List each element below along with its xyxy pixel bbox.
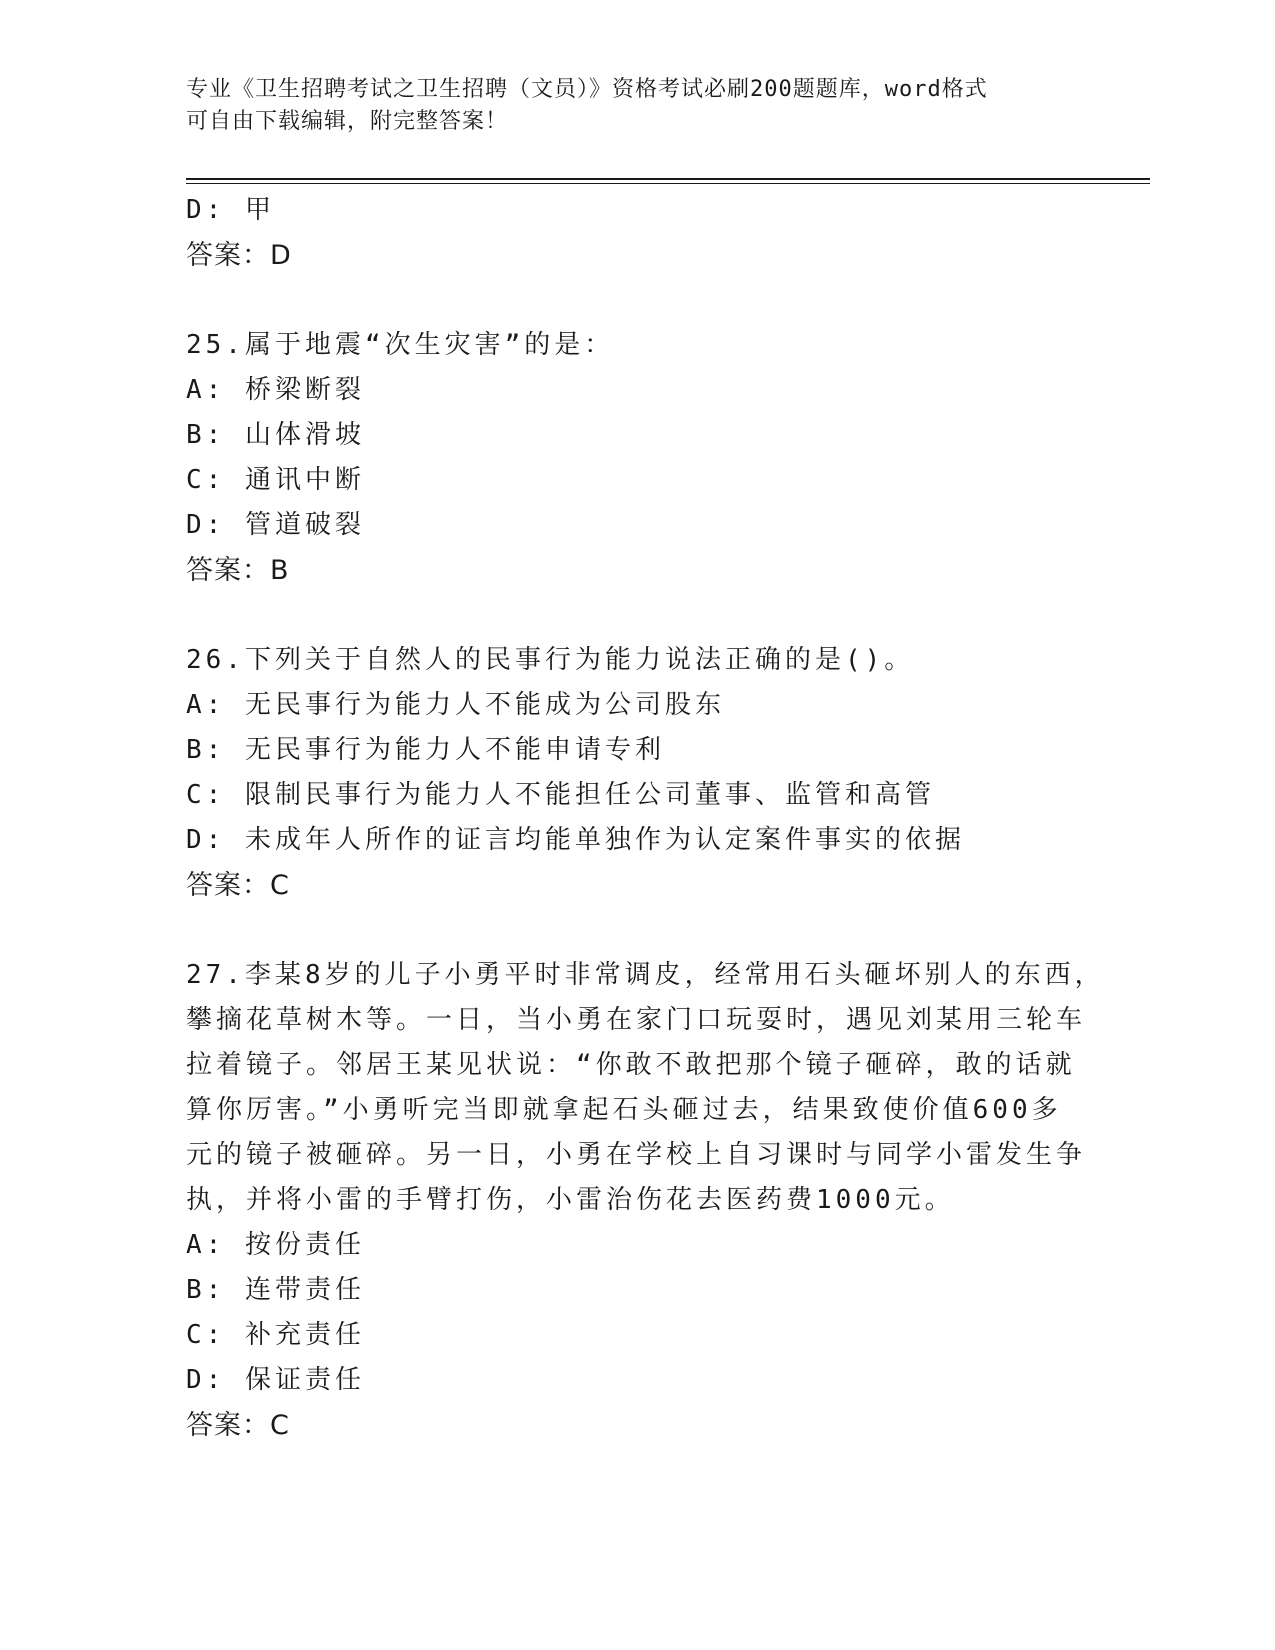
question-stem-line: 元的镜子被砸碎。另一日，小勇在学校上自习课时与同学小雷发生争 <box>186 1140 1087 1170</box>
question-stem-line: 执，并将小雷的手臂打伤，小雷治伤花去医药费1000元。 <box>186 1185 955 1215</box>
option-c: C: 通讯中断 <box>186 465 365 495</box>
question-25 <box>186 323 1066 593</box>
question-stem-line: 27.李某8岁的儿子小勇平时非常调皮，经常用石头砸坏别人的东西， <box>186 960 1105 990</box>
option-d: D: 管道破裂 <box>186 510 365 540</box>
prev-option-d: D: 甲 <box>186 195 275 225</box>
option-d: D: 保证责任 <box>186 1365 365 1395</box>
question-answer: 答案：C <box>186 1410 290 1441</box>
option-a: A: 无民事行为能力人不能成为公司股东 <box>186 690 725 720</box>
option-a: A: 按份责任 <box>186 1230 365 1260</box>
header-rule-thin <box>186 183 1150 184</box>
option-d: D: 未成年人所作的证言均能单独作为认定案件事实的依据 <box>186 825 965 855</box>
question-stem-line: 拉着镜子。邻居王某见状说：“你敢不敢把那个镜子砸碎，敢的话就 <box>186 1050 1076 1080</box>
question-26 <box>186 638 1066 908</box>
question-stem-line: 算你厉害。”小勇听完当即就拿起石头砸过去，结果致使价值600多 <box>186 1095 1062 1125</box>
question-stem: 25.属于地震“次生灾害”的是： <box>186 330 615 360</box>
option-b: B: 连带责任 <box>186 1275 365 1305</box>
question-stem-line: 攀摘花草树木等。一日，当小勇在家门口玩耍时，遇见刘某用三轮车 <box>186 1005 1087 1035</box>
header-rule-thick <box>186 178 1150 180</box>
option-c: C: 限制民事行为能力人不能担任公司董事、监管和高管 <box>186 780 935 810</box>
header-line-1: 专业《卫生招聘考试之卫生招聘（文员）》资格考试必刷200题题库，word格式 <box>186 77 988 102</box>
document-header <box>186 74 1066 138</box>
document-body <box>186 188 1105 1448</box>
option-c: C: 补充责任 <box>186 1320 365 1350</box>
question-answer: 答案：C <box>186 870 290 901</box>
question-27 <box>186 953 1105 1448</box>
question-stem: 26.下列关于自然人的民事行为能力说法正确的是()。 <box>186 645 915 675</box>
option-a: A: 桥梁断裂 <box>186 375 365 405</box>
question-answer: 答案：B <box>186 555 290 586</box>
header-line-2: 可自由下载编辑，附完整答案！ <box>186 109 509 134</box>
prev-answer: 答案：D <box>186 240 292 271</box>
option-b: B: 无民事行为能力人不能申请专利 <box>186 735 665 765</box>
option-b: B: 山体滑坡 <box>186 420 365 450</box>
